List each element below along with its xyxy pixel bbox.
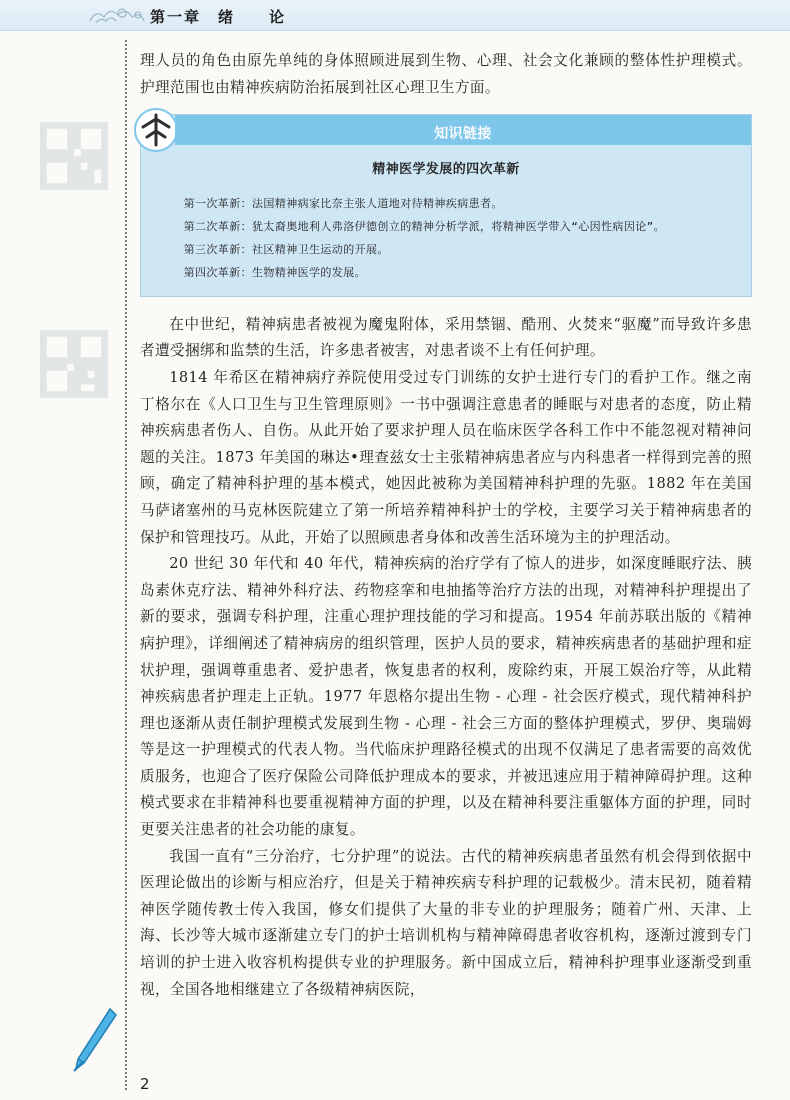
knowledge-badge-icon (133, 107, 179, 153)
knowledge-box-heading: 知识链接 (434, 126, 492, 143)
page-header (0, 0, 790, 31)
intro-paragraph: 理人员的角色由原先单纯的身体照顾进展到生物、心理、社会文化兼顾的整体性护理模式。护理范围也由精神疾病防治拓展到社区心理卫生方面。 (140, 52, 752, 96)
body-paragraph: 1814 年希区在精神病疗养院使用受过专门训练的女护士进行专门的看护工作。继之南丁格尔在《人口卫生与卫生管理原则》一书中强调注意患者的睡眠与对患者的态度，防止精神疾病患者伤人、自伤。从此开始了要求护理人员在临床医学各科工作中不能忽视对精神问题的关注。1873 年美国的琳达•理查兹女士主张精神病患者应与内科患者一样得到完善的照顾，确定了精神科护理的基本模式，她因此被称为美国精神科护理的先驱。1882 年在美国马萨诸塞州的马克林医院建立了第一所培养精神科护士的学校，主要学习关于精神病患者的保护和管理技巧。从此，开始了以照顾患者身体和改善生活环境为主的护理活动。 (140, 368, 752, 546)
body-paragraph: 20 世纪 30 年代和 40 年代，精神疾病的治疗学有了惊人的进步，如深度睡眠疗法、胰岛素休克疗法、精神外科疗法、药物痉挛和电抽搐等治疗方法的出现，对精神科护理提出了新的要求，强调专科护理，注重心理护理技能的学习和提高。1954 年前苏联出版的《精神病护理》，详细阐述了精神病房的组织管理，医护人员的要求，精神疾病患者的基础护理和症状护理，强调尊重患者、爱护患者，恢复患者的权利，废除约束，开展工娱治疗等，从此精神疾病患者护理走上正轨。1977 年恩格尔提出生物 - 心理 - 社会医疗模式，现代精神科护理也逐渐从责任制护理模式发展到生物 - 心理 - 社会三方面的整体护理模式，罗伊、奥瑞姆等是这一护理模式的代表人物。当代临床护理路径模式的出现不仅满足了患者需要的高效优质服务，也迎合了医疗保险公司降低护理成本的要求，并被迅速应用于精神障碍护理。这种模式要求在非精神科也要重视精神方面的护理，以及在精神科要注重躯体方面的护理，同时更要关注患者的社会功能的康复。 (140, 555, 752, 839)
knowledge-box-header (175, 115, 751, 145)
body-paragraph: 在中世纪，精神病患者被视为魔鬼附体，采用禁锢、酷刑、火焚来“驱魔”而导致许多患者遭受捆绑和监禁的生活，许多患者被害，对患者谈不上有任何护理。 (140, 315, 752, 360)
knowledge-item: 第四次革新：生物精神医学的发展。 (183, 265, 366, 279)
cloud-ornament-icon (86, 3, 156, 27)
pen-icon (70, 1005, 120, 1075)
knowledge-item: 第一次革新：法国精神病家比奈主张人道地对待精神疾病患者。 (183, 196, 503, 210)
chapter-title: 第一章 绪 论 (150, 8, 287, 26)
page-number: 2 (140, 1075, 150, 1093)
margin-dotted-line (125, 40, 127, 1090)
knowledge-box-body (141, 145, 751, 296)
knowledge-box-title: 精神医学发展的四次革新 (372, 162, 520, 178)
knowledge-item: 第二次革新：犹太裔奥地利人弗洛伊德创立的精神分析学派，将精神医学带入“心因性病因论”。 (183, 219, 666, 233)
qr-code-icon (40, 330, 108, 398)
knowledge-link-box (140, 114, 752, 297)
qr-code-icon (40, 122, 108, 190)
page-content (140, 48, 752, 1003)
knowledge-item: 第三次革新：社区精神卫生运动的开展。 (183, 242, 389, 256)
body-paragraph: 我国一直有“三分治疗，七分护理”的说法。古代的精神疾病患者虽然有机会得到依据中医理论做出的诊断与相应治疗，但是关于精神疾病专科护理的记载极少。清末民初，随着精神医学随传教士传入我国，修女们提供了大量的非专业的护理服务；随着广州、天津、上海、长沙等大城市逐渐建立专门的护士培训机构与精神障碍患者收容机构，逐渐过渡到专门培训的护士进入收容机构提供专业的护理服务。新中国成立后，精神科护理事业逐渐受到重视，全国各地相继建立了各级精神病医院， (140, 847, 752, 998)
